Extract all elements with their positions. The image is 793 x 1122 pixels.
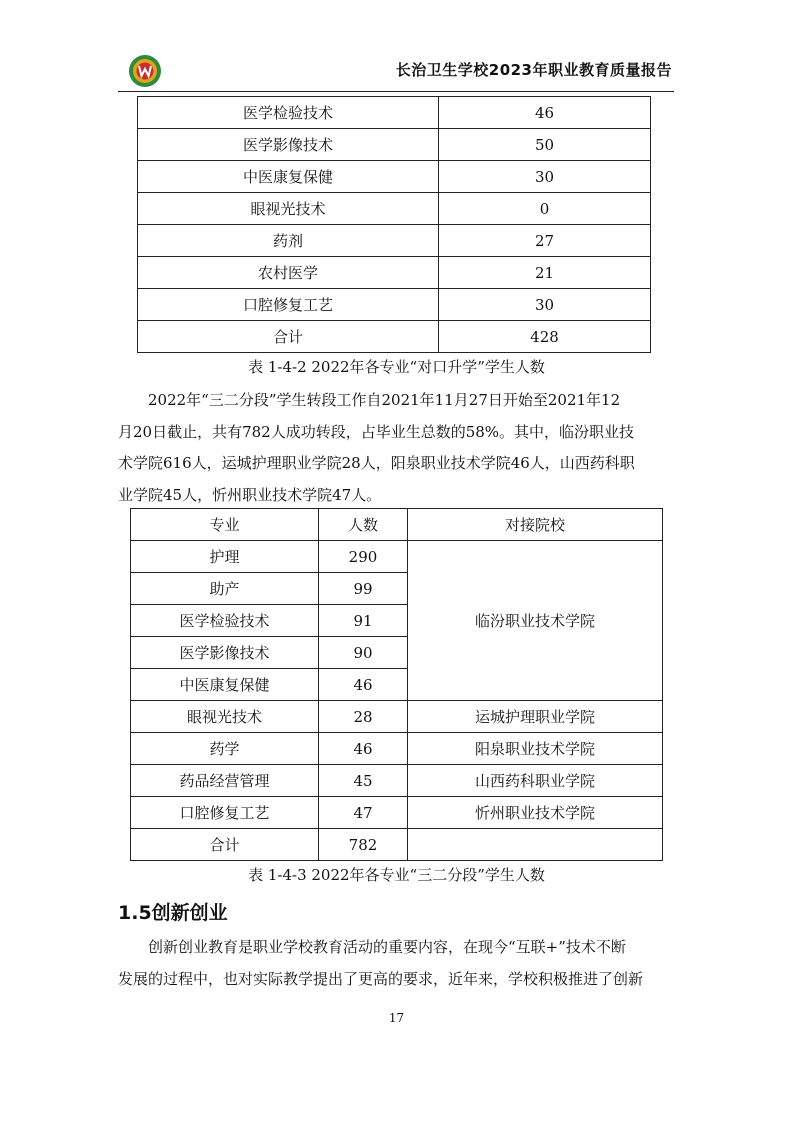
table-cell-count: 46: [319, 733, 408, 765]
paragraph-sanerfenduan: [118, 385, 675, 511]
table-row: [138, 225, 651, 257]
table-row: [131, 701, 663, 733]
table-cell-school: 运城护理职业学院: [408, 701, 663, 733]
table-cell-school: 山西药科职业学院: [408, 765, 663, 797]
table-cell-school: [408, 829, 663, 861]
table-cell-major: 药品经营管理: [131, 765, 319, 797]
table-cell-count: 50: [439, 129, 651, 161]
table-row: [131, 765, 663, 797]
table-duikou-shengxue: [137, 96, 651, 353]
paragraph-line: 创新创业教育是职业学校教育活动的重要内容，在现今“互联+”技术不断: [148, 938, 626, 956]
paragraph-line: 业学院45人，忻州职业技术学院47人。: [118, 485, 382, 504]
page-number: 17: [388, 1011, 405, 1025]
table-cell-count: 782: [319, 829, 408, 861]
column-header-count: 人数: [319, 509, 408, 541]
table-header-row: [131, 509, 663, 541]
table-total-row: [131, 829, 663, 861]
table-cell-major: 口腔修复工艺: [138, 289, 439, 321]
table-cell-major: 农村医学: [138, 257, 439, 289]
column-header-major: 专业: [131, 509, 319, 541]
table-cell-major: 医学检验技术: [138, 97, 439, 129]
table-cell-major: 护理: [131, 541, 319, 573]
table-row: [131, 797, 663, 829]
table-cell-count: 27: [439, 225, 651, 257]
table-cell-count: 45: [319, 765, 408, 797]
table-cell-count: 46: [439, 97, 651, 129]
table-row: [138, 257, 651, 289]
table-row: [138, 289, 651, 321]
table-cell-major: 口腔修复工艺: [131, 797, 319, 829]
table1-caption: 表 1-4-2 2022年各专业“对口升学”学生人数: [248, 358, 545, 376]
page-header: [118, 48, 674, 92]
table-cell-count: 428: [439, 321, 651, 353]
table-cell-count: 21: [439, 257, 651, 289]
table-cell-count: 90: [319, 637, 408, 669]
table-cell-major: 药学: [131, 733, 319, 765]
table-cell-major: 合计: [131, 829, 319, 861]
table-cell-major: 眼视光技术: [131, 701, 319, 733]
table-cell-merged-school: 临汾职业技术学院: [408, 541, 663, 701]
table-row: [131, 733, 663, 765]
school-logo-icon: [128, 54, 162, 88]
table-cell-count: 47: [319, 797, 408, 829]
column-header-school: 对接院校: [408, 509, 663, 541]
table-cell-count: 0: [439, 193, 651, 225]
table-cell-count: 290: [319, 541, 408, 573]
table-total-row: [138, 321, 651, 353]
table-cell-major: 助产: [131, 573, 319, 605]
table-row: [138, 193, 651, 225]
paragraph-chuangxin: [118, 932, 675, 995]
table-cell-count: 28: [319, 701, 408, 733]
header-rule: [118, 91, 674, 92]
table-cell-major: 中医康复保健: [131, 669, 319, 701]
table-row: [138, 161, 651, 193]
table2-caption: 表 1-4-3 2022年各专业“三二分段”学生人数: [248, 866, 545, 884]
table-cell-major: 医学影像技术: [131, 637, 319, 669]
table-cell-major: 中医康复保健: [138, 161, 439, 193]
table-cell-count: 30: [439, 289, 651, 321]
table-row: [131, 541, 663, 573]
table-cell-count: 30: [439, 161, 651, 193]
table-sanerfenduan: [130, 508, 663, 861]
table-cell-school: 阳泉职业技术学院: [408, 733, 663, 765]
section-heading: 1.5创新创业: [118, 902, 228, 924]
table-cell-major: 药剂: [138, 225, 439, 257]
paragraph-line: 术学院616人，运城护理职业学院28人，阳泉职业技术学院46人，山西药科职: [118, 454, 635, 472]
header-title: 长治卫生学校2023年职业教育质量报告: [395, 61, 672, 79]
table-cell-major: 医学影像技术: [138, 129, 439, 161]
table-cell-count: 91: [319, 605, 408, 637]
table-cell-count: 99: [319, 573, 408, 605]
table-row: [138, 129, 651, 161]
paragraph-line: 2022年“三二分段”学生转段工作自2021年11月27日开始至2021年12: [148, 391, 621, 409]
paragraph-line: 月20日截止，共有782人成功转段，占毕业生总数的58%。其中，临汾职业技: [118, 422, 635, 441]
table-row: [138, 97, 651, 129]
table-cell-count: 46: [319, 669, 408, 701]
table-cell-major: 医学检验技术: [131, 605, 319, 637]
table-cell-major: 合计: [138, 321, 439, 353]
table-cell-school: 忻州职业技术学院: [408, 797, 663, 829]
table-cell-major: 眼视光技术: [138, 193, 439, 225]
paragraph-line: 发展的过程中，也对实际教学提出了更高的要求，近年来，学校积极推进了创新: [118, 969, 644, 988]
